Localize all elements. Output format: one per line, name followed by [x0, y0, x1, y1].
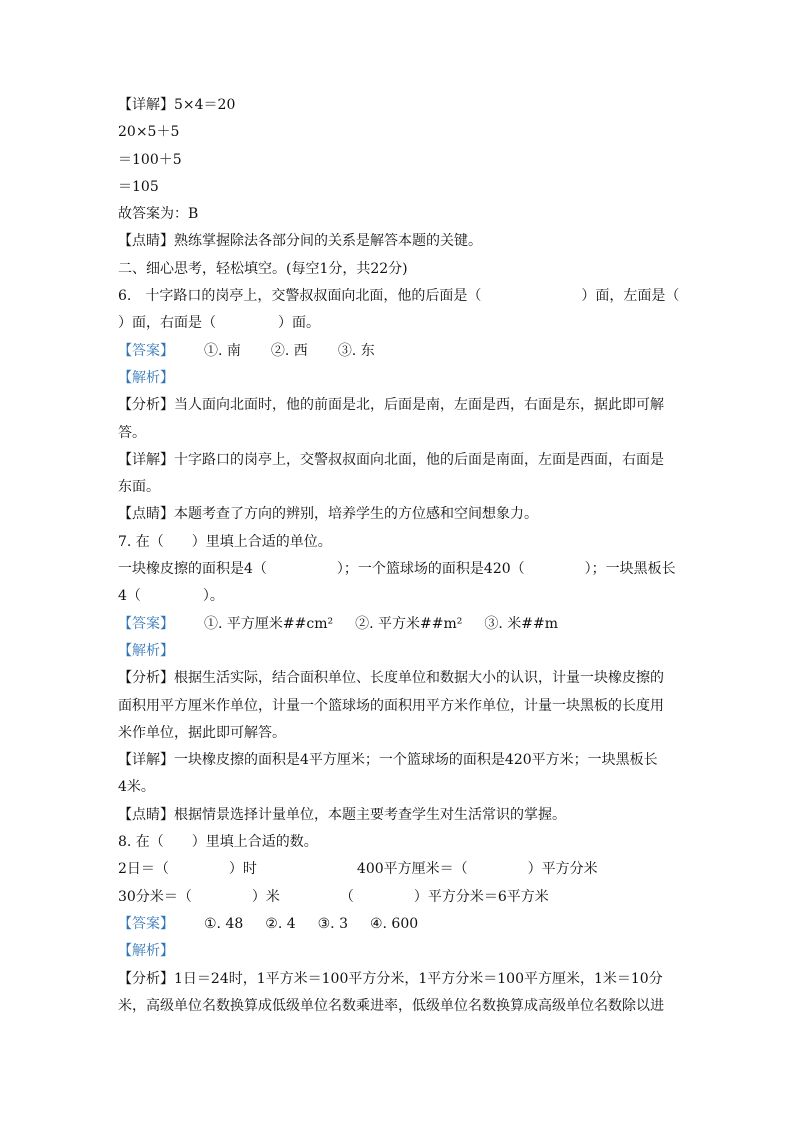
- q8-row-1: [118, 856, 678, 883]
- q8-text: ）平方分米＝6平方米: [413, 888, 549, 905]
- q8-answer: [118, 911, 678, 938]
- key-point-line: 【点睛】熟练掌握除法各部分间的关系是解答本题的关键。: [118, 233, 482, 250]
- q8-text: 2日＝（: [118, 861, 169, 878]
- analysis-text: 面积用平方厘米作单位，计量一个篮球场的面积用平方米作单位，计量一块黑板的长度用: [118, 697, 664, 714]
- answer-item: ②. 西: [270, 342, 308, 359]
- q7-text: ）；一个篮球场的面积是420（: [336, 561, 525, 578]
- answer-label: 【答案】: [118, 915, 174, 932]
- q7-text: ）；一块黑板长: [584, 561, 676, 578]
- q8-text: ）时: [228, 861, 257, 878]
- answer-item: ④. 600: [369, 915, 419, 932]
- q7-text: 4（: [118, 588, 141, 605]
- analysis-label: 【解析】: [118, 943, 174, 960]
- detail-text: 【详解】十字路口的岗亭上，交警叔叔面向北面，他的后面是南面，左面是西面，右面是: [118, 451, 664, 468]
- analysis-text: 【分析】当人面向北面时，他的前面是北，后面是南，左面是西，右面是东，据此即可解: [118, 397, 664, 414]
- q8-text: 30分米＝（: [118, 888, 192, 905]
- q8-text: ）平方分米: [527, 861, 598, 878]
- document-content: [118, 92, 678, 1020]
- q7-text: 一块橡皮擦的面积是4（: [118, 561, 267, 578]
- q6-text: ）面。: [278, 315, 320, 332]
- q7-answer: [118, 611, 678, 638]
- q8-text: 400平方厘米＝（: [356, 861, 468, 878]
- answer-item: ①. 48: [204, 915, 244, 932]
- analysis-text: 米作单位，据此即可解答。: [118, 724, 286, 741]
- analysis-text: 【分析】1日＝24时，1平方米＝100平方分米，1平方分米＝100平方厘米，1米＝10分: [118, 970, 663, 987]
- q8-title: 8. 在（ ）里填上合适的数。: [118, 834, 318, 851]
- q8-row-2: [118, 884, 678, 911]
- key-point-text: 【点睛】本题考查了方向的辨别，培养学生的方位感和空间想象力。: [118, 506, 538, 523]
- calc-line: ＝105: [118, 178, 159, 195]
- answer-item: ③. 东: [337, 342, 375, 359]
- q7-title: 7. 在（ ）里填上合适的单位。: [118, 533, 332, 550]
- analysis-label: 【解析】: [118, 369, 174, 386]
- q8-text: （: [339, 888, 354, 905]
- detail-line: 【详解】5×4＝20: [118, 97, 236, 113]
- analysis-label: 【解析】: [118, 642, 174, 659]
- q6-text-line-2: [118, 310, 678, 337]
- q7-text-line-1: [118, 556, 678, 583]
- answer-item: ①. 平方厘米##cm²: [204, 615, 334, 632]
- key-point-text: 【点睛】根据情景选择计量单位，本题主要考查学生对生活常识的掌握。: [118, 806, 566, 823]
- answer-item: ③. 3: [317, 915, 348, 932]
- q6-answer: [118, 338, 678, 365]
- q6-text: ）面，右面是（: [118, 315, 216, 332]
- answer-label: 【答案】: [118, 342, 174, 359]
- detail-text: 4米。: [118, 779, 155, 796]
- analysis-text: 答。: [118, 424, 146, 441]
- answer-item: ①. 南: [204, 342, 241, 359]
- answer-conclusion: 故答案为：B: [118, 206, 199, 223]
- calc-line: 20×5＋5: [118, 124, 180, 141]
- q7-text: ）。: [202, 588, 224, 605]
- answer-item: ②. 4: [265, 915, 296, 932]
- q7-text-line-2: [118, 583, 678, 610]
- section-heading: 二、细心思考，轻松填空。(每空1分，共22分): [118, 260, 408, 277]
- answer-item: ②. 平方米##m²: [355, 615, 463, 632]
- detail-text: 东面。: [118, 479, 160, 496]
- analysis-text: 米，高级单位名数换算成低级单位名数乘进率，低级单位名数换算成高级单位名数除以进: [118, 997, 664, 1014]
- detail-text: 【详解】一块橡皮擦的面积是4平方厘米；一个篮球场的面积是420平方米；一块黑板长: [118, 752, 658, 769]
- calc-line: ＝100＋5: [118, 151, 182, 168]
- q6-text-line-1: [118, 283, 678, 310]
- q8-text: ）米: [251, 888, 280, 905]
- answer-label: 【答案】: [118, 615, 174, 632]
- answer-item: ③. 米##m: [484, 615, 558, 632]
- analysis-text: 【分析】根据生活实际，结合面积单位、长度单位和数据大小的认识，计量一块橡皮擦的: [118, 670, 664, 687]
- q6-text: 6. 十字路口的岗亭上，交警叔叔面向北面，他的后面是（: [118, 288, 482, 305]
- q6-text: ）面，左面是（: [581, 288, 680, 305]
